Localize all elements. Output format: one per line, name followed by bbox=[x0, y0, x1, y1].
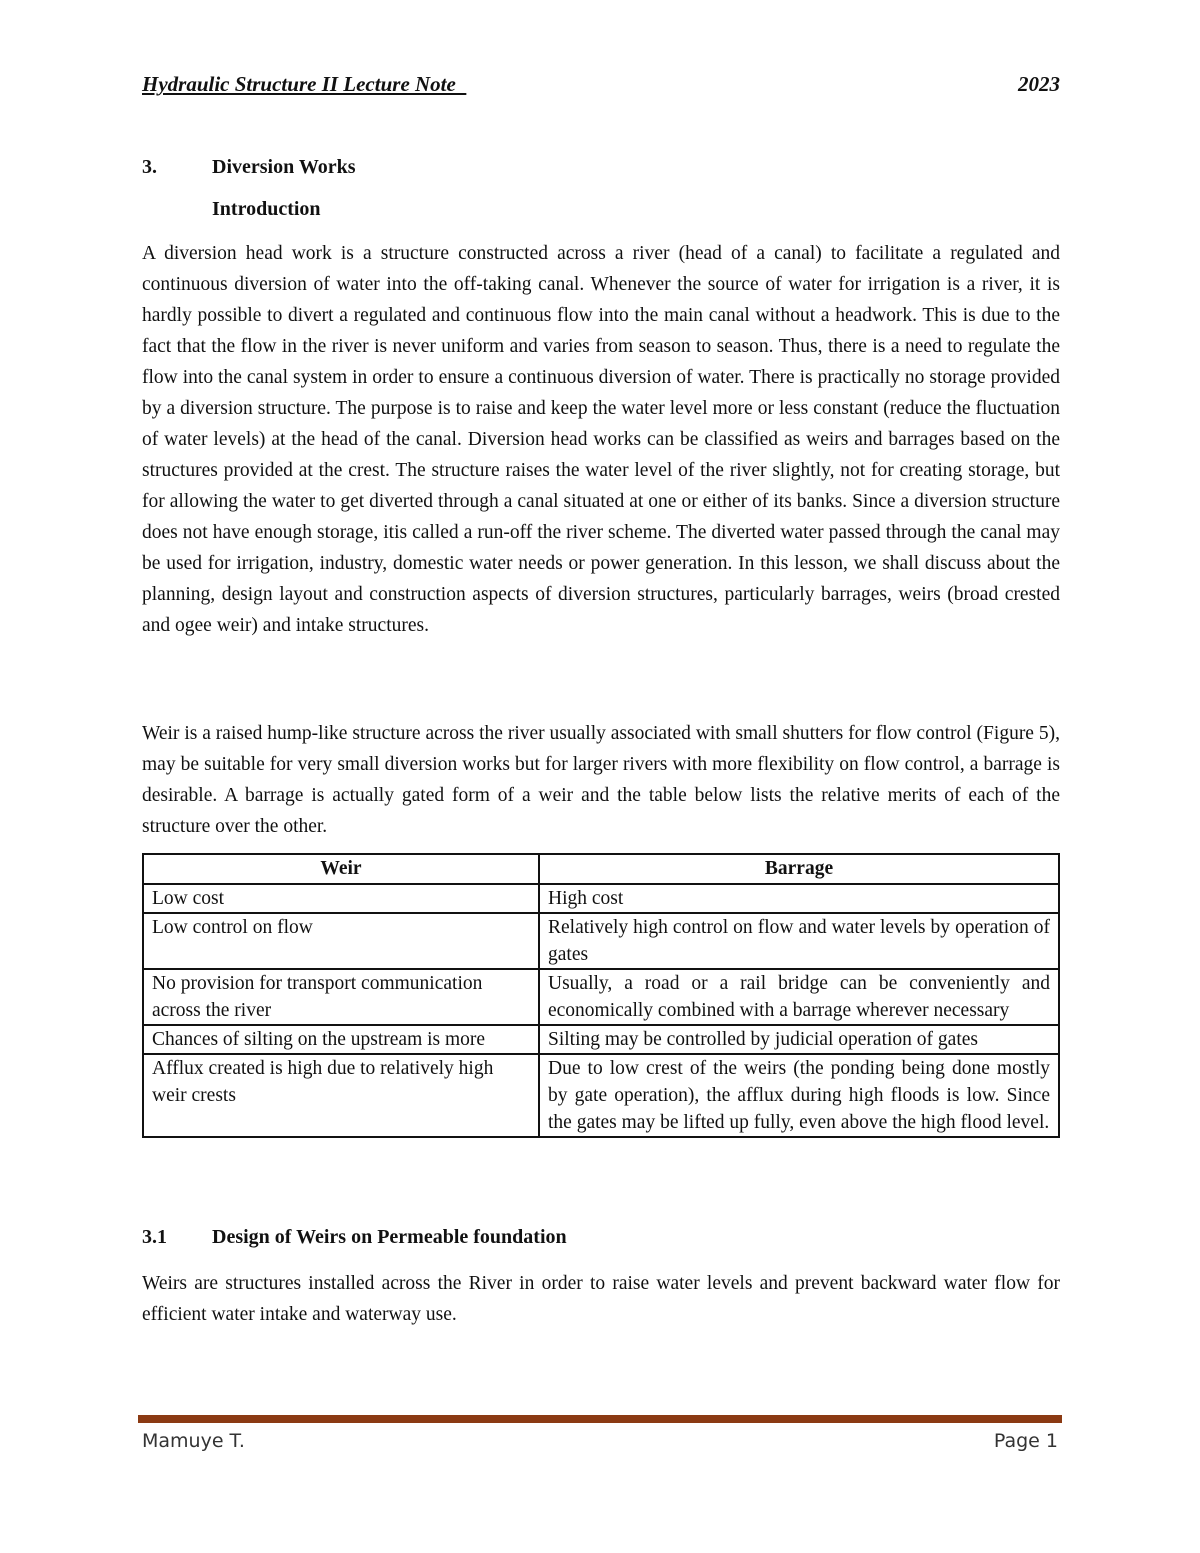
table-cell-weir: No provision for transport communication across the river bbox=[143, 969, 539, 1025]
table-cell-barrage: High cost bbox=[539, 884, 1059, 913]
table-cell-barrage: Silting may be controlled by judicial operation of gates bbox=[539, 1025, 1059, 1054]
weir-paragraph: Weir is a raised hump-like structure across the river usually associated with small shutters for flow control (Figure 5), may be suitable for very small diversion works but for larger rivers with more flexibility on flow control, a barrage is desirable. A barrage is actually gated form of a weir and the table below lists the relative merits of each of the structure over the other. bbox=[142, 723, 1060, 837]
table-row bbox=[143, 969, 1059, 1025]
weirs-definition-paragraph: Weirs are structures installed across the River in order to raise water levels and prevent backward water flow for efficient water intake and waterway use. bbox=[142, 1273, 1060, 1325]
document-title: Hydraulic Structure II Lecture Note bbox=[142, 72, 467, 96]
table-cell-barrage: Due to low crest of the weirs (the ponding being done mostly by gate operation), the afflux during high floods is low. Since the gates may be lifted up fully, even above the high flood level. bbox=[539, 1054, 1059, 1137]
table-header-weir: Weir bbox=[143, 854, 539, 884]
table-cell-barrage: Usually, a road or a rail bridge can be conveniently and economically combined with a barrage wherever necessary bbox=[539, 969, 1059, 1025]
footer-rule bbox=[138, 1415, 1062, 1423]
section-3-number: 3. bbox=[142, 156, 157, 178]
table-cell-weir: Low control on flow bbox=[143, 913, 539, 969]
table-row bbox=[143, 913, 1059, 969]
table-cell-weir: Chances of silting on the upstream is more bbox=[143, 1025, 539, 1054]
table-header-row bbox=[143, 854, 1059, 884]
intro-paragraph: A diversion head work is a structure constructed across a river (head of a canal) to facilitate a regulated and continuous diversion of water into the off-taking canal. Whenever the source of water for irrigation is a river, it is hardly possible to divert a regulated and continuous flow into the main canal without a headwork. This is due to the fact that the flow in the river is never uniform and varies from season to season. Thus, there is a need to regulate the flow into the canal system in order to ensure a continuous diversion of water. There is practically no storage provided by a diversion structure. The purpose is to raise and keep the water level more or less constant (reduce the fluctuation of water levels) at the head of the canal. Diversion head works can be classified as weirs and barrages based on the structures provided at the crest. The structure raises the water level of the river slightly, not for creating storage, but for allowing the water to get diverted through a canal situated at one or either of its banks. Since a diversion structure does not have enough storage, itis called a run-off the river scheme. The diverted water passed through the canal may be used for irrigation, industry, domestic water needs or power generation. In this lesson, we shall discuss about the planning, design layout and construction aspects of diversion structures, particularly barrages, weirs (broad crested and ogee weir) and intake structures. bbox=[142, 243, 1060, 636]
table-row bbox=[143, 1025, 1059, 1054]
table-cell-weir: Low cost bbox=[143, 884, 539, 913]
page-header bbox=[142, 72, 1060, 100]
section-3-title: Diversion Works bbox=[212, 156, 356, 178]
section-3-1-title: Design of Weirs on Permeable foundation bbox=[212, 1226, 567, 1248]
introduction-heading: Introduction bbox=[212, 198, 321, 220]
footer-author: Mamuye T. bbox=[142, 1430, 245, 1452]
table-header-barrage: Barrage bbox=[539, 854, 1059, 884]
table-row bbox=[143, 1054, 1059, 1137]
section-3-1-number: 3.1 bbox=[142, 1226, 167, 1248]
weir-barrage-table bbox=[142, 853, 1060, 1138]
footer-page-number: Page 1 bbox=[993, 1430, 1058, 1452]
table-cell-weir: Afflux created is high due to relatively high weir crests bbox=[143, 1054, 539, 1137]
table-cell-barrage: Relatively high control on flow and water levels by operation of gates bbox=[539, 913, 1059, 969]
table-row bbox=[143, 884, 1059, 913]
document-year: 2023 bbox=[1018, 72, 1060, 96]
